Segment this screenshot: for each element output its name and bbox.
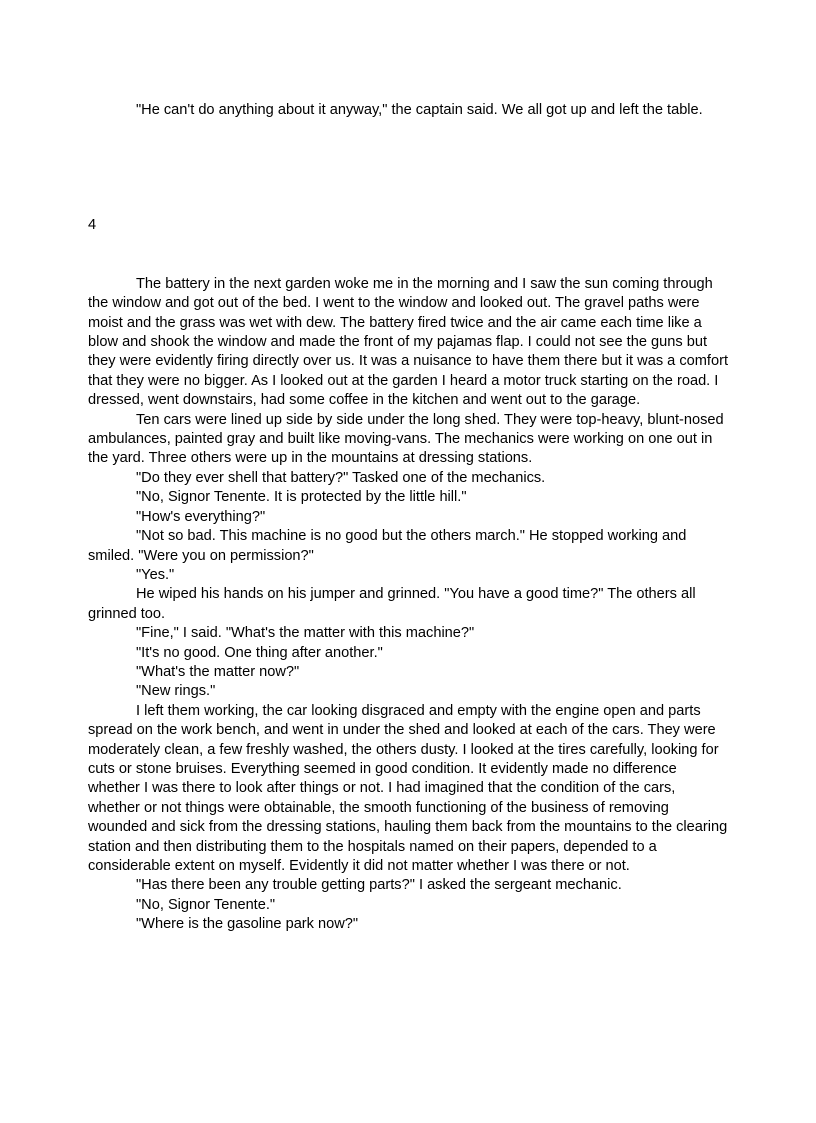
paragraph: The battery in the next garden woke me in the morning and I saw the sun coming through the window and got out of the bed. I went to the window and looked out. The gravel paths were moist and the grass was wet with dew. The battery fired twice and the air came each time like a blow and shook the window and made the front of my pajamas flap. I could not see the guns but they were evidently firing directly over us. It was a nuisance to have them there but it was a comfort that they were no bigger. As I looked out at the garden I heard a motor truck starting on the road. I dressed, went downstairs, had some coffee in the kitchen and went out to the garage. <box>88 275 728 409</box>
paragraph: "Fine," I said. "What's the matter with this machine?" <box>136 625 475 642</box>
paragraph: "New rings." <box>136 683 216 700</box>
paragraph: "Yes." <box>136 566 175 583</box>
paragraph: "No, Signor Tenente." <box>136 896 276 913</box>
chapter-number: 4 <box>88 217 97 234</box>
paragraph: Ten cars were lined up side by side under the long shed. They were top-heavy, blunt-nosed ambulances, painted gray and built like moving-vans. The mechanics were working on one out in the yard. Three others were up in the mountains at dressing stations. <box>88 411 724 467</box>
paragraph: "Has there been any trouble getting parts?" I asked the sergeant mechanic. <box>136 877 622 894</box>
opening-paragraph: "He can't do anything about it anyway," the captain said. We all got up and left the table. <box>136 102 703 118</box>
section-spacer <box>88 120 728 216</box>
document-page <box>88 101 728 935</box>
chapter-spacer <box>88 236 728 275</box>
paragraph: "Do they ever shell that battery?" Tasked one of the mechanics. <box>136 469 546 486</box>
paragraph: "No, Signor Tenente. It is protected by the little hill." <box>136 489 467 506</box>
paragraph: "It's no good. One thing after another." <box>136 644 383 661</box>
paragraph: "Not so bad. This machine is no good but the others march." He stopped working and smiled. "Were you on permission?" <box>88 528 687 564</box>
paragraph: "How's everything?" <box>136 508 266 525</box>
paragraph: "Where is the gasoline park now?" <box>136 916 359 933</box>
paragraph: I left them working, the car looking disgraced and empty with the engine open and parts spread on the work bench, and went in under the shed and looked at each of the cars. They were moderately clean, a few freshly washed, the others dusty. I looked at the tires carefully, looking for cuts or stone bruises. Everything seemed in good condition. It evidently made no difference whether I was there to look after things or not. I had imagined that the condition of the cars, whether or not things were obtainable, the smooth functioning of the business of removing wounded and sick from the dressing stations, hauling them back from the mountains to the clearing station and then distributing them to the hospitals named on their papers, depended to a considerable extent on myself. Evidently it did not matter whether I was there or not. <box>88 702 728 874</box>
paragraph: He wiped his hands on his jumper and grinned. "You have a good time?" The others all grinned too. <box>88 586 696 622</box>
paragraph: "What's the matter now?" <box>136 663 300 680</box>
